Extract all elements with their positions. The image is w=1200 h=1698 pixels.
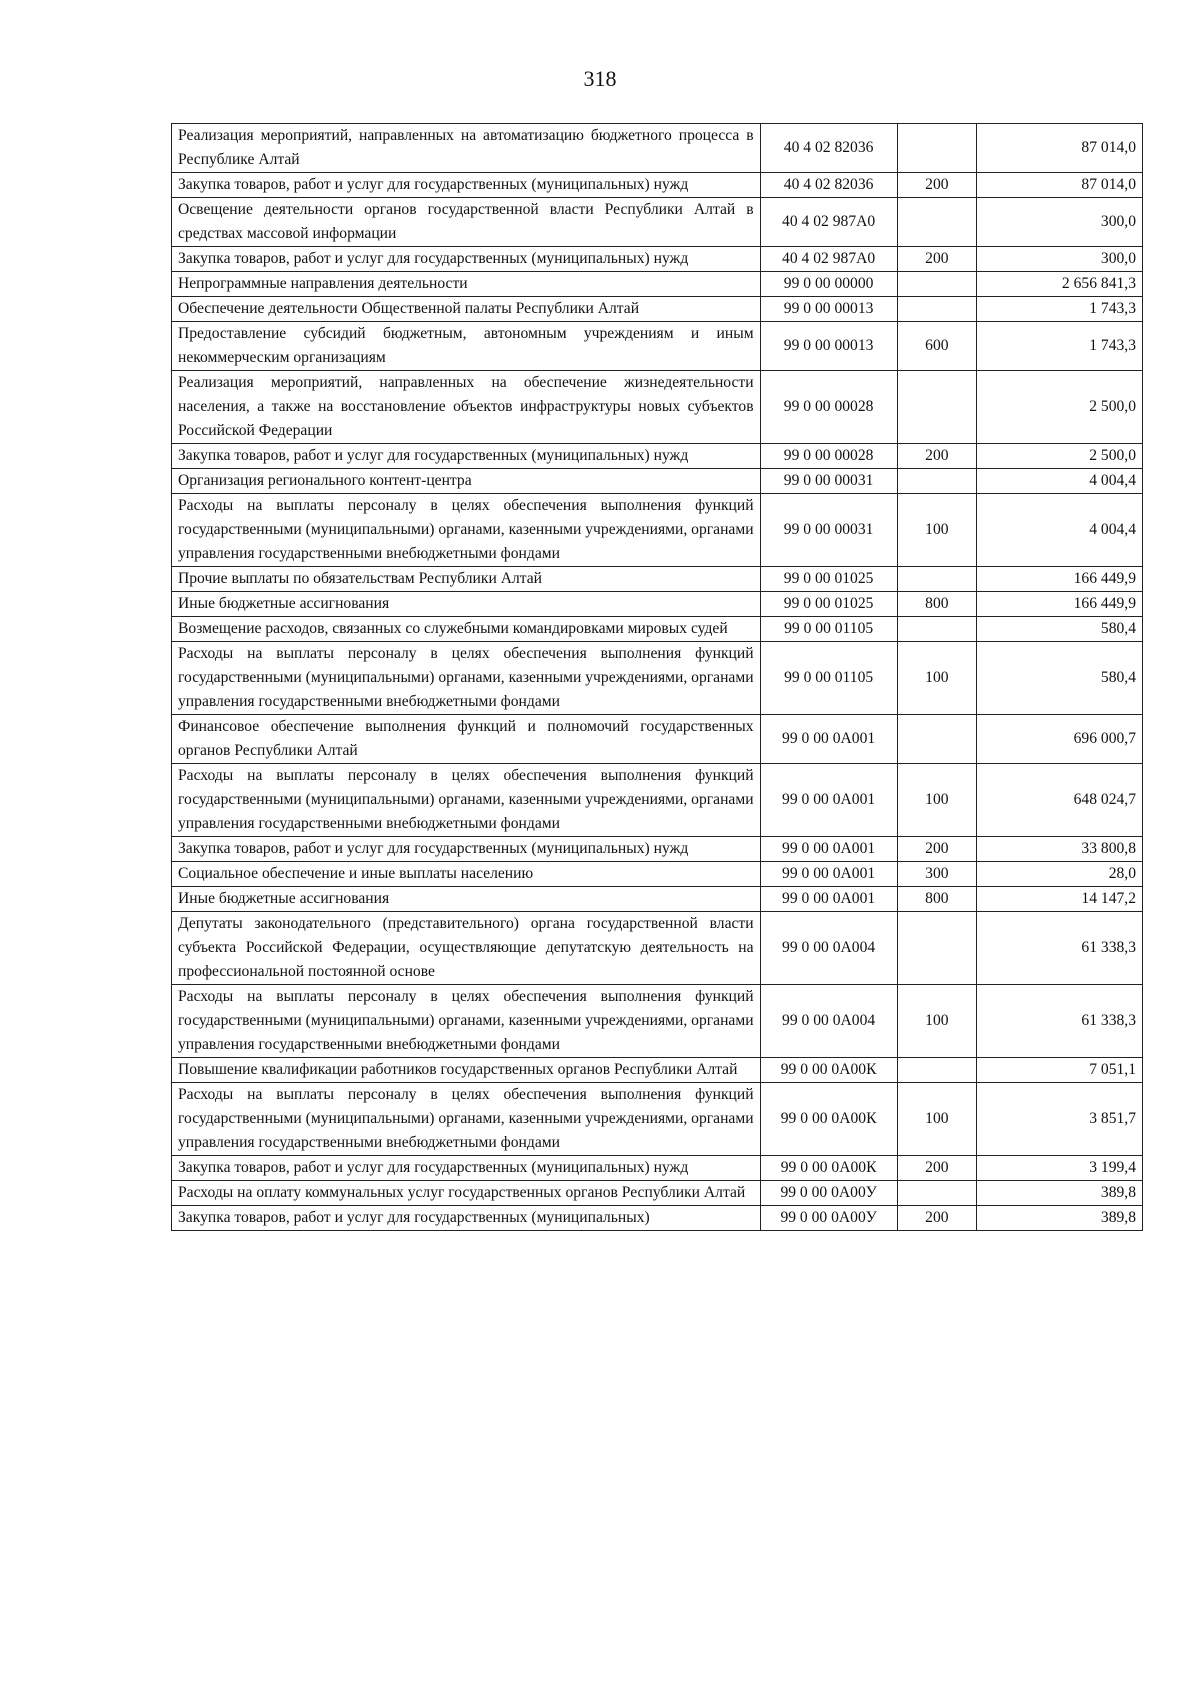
expense-name-cell: Обеспечение деятельности Общественной палаты Республики Алтай	[172, 297, 761, 322]
expense-type-code-cell: 800	[897, 887, 976, 912]
expense-name-cell: Освещение деятельности органов государственной власти Республики Алтай в средствах массовой информации	[172, 198, 761, 247]
target-article-code-cell: 99 0 00 01105	[760, 642, 897, 715]
amount-cell: 61 338,3	[977, 912, 1143, 985]
amount-cell: 3 851,7	[977, 1083, 1143, 1156]
table-row	[172, 173, 1143, 198]
expense-type-code-cell: 100	[897, 764, 976, 837]
target-article-code-cell: 99 0 00 0А00К	[760, 1083, 897, 1156]
table-row	[172, 247, 1143, 272]
target-article-code-cell: 99 0 00 0А001	[760, 715, 897, 764]
expense-type-code-cell	[897, 1058, 976, 1083]
amount-cell: 580,4	[977, 617, 1143, 642]
amount-cell: 2 500,0	[977, 444, 1143, 469]
amount-cell: 2 500,0	[977, 371, 1143, 444]
expense-name-cell: Возмещение расходов, связанных со служебными командировками мировых судей	[172, 617, 761, 642]
expense-name-cell: Закупка товаров, работ и услуг для государственных (муниципальных) нужд	[172, 173, 761, 198]
expense-name-cell: Расходы на выплаты персоналу в целях обеспечения выполнения функций государственными (муниципальными) органами, казенными учреждениями, органами управления государственными внебюджетными фондами	[172, 642, 761, 715]
amount-cell: 7 051,1	[977, 1058, 1143, 1083]
table-row	[172, 567, 1143, 592]
amount-cell: 166 449,9	[977, 567, 1143, 592]
target-article-code-cell: 99 0 00 00028	[760, 444, 897, 469]
table-row	[172, 1156, 1143, 1181]
expense-type-code-cell: 100	[897, 1083, 976, 1156]
table-row	[172, 1181, 1143, 1206]
target-article-code-cell: 40 4 02 987А0	[760, 247, 897, 272]
amount-cell: 87 014,0	[977, 124, 1143, 173]
table-row	[172, 985, 1143, 1058]
amount-cell: 4 004,4	[977, 494, 1143, 567]
amount-cell: 300,0	[977, 198, 1143, 247]
amount-cell: 4 004,4	[977, 469, 1143, 494]
expense-name-cell: Иные бюджетные ассигнования	[172, 887, 761, 912]
table-row	[172, 198, 1143, 247]
target-article-code-cell: 99 0 00 0А00У	[760, 1181, 897, 1206]
table-row	[172, 322, 1143, 371]
table-row	[172, 494, 1143, 567]
target-article-code-cell: 40 4 02 987А0	[760, 198, 897, 247]
table-row	[172, 1058, 1143, 1083]
table-row	[172, 837, 1143, 862]
expense-name-cell: Закупка товаров, работ и услуг для государственных (муниципальных) нужд	[172, 247, 761, 272]
target-article-code-cell: 99 0 00 00031	[760, 494, 897, 567]
expense-type-code-cell: 200	[897, 247, 976, 272]
amount-cell: 61 338,3	[977, 985, 1143, 1058]
table-row	[172, 912, 1143, 985]
expense-type-code-cell: 200	[897, 444, 976, 469]
amount-cell: 87 014,0	[977, 173, 1143, 198]
table-row	[172, 862, 1143, 887]
target-article-code-cell: 40 4 02 82036	[760, 124, 897, 173]
target-article-code-cell: 40 4 02 82036	[760, 173, 897, 198]
expense-name-cell: Расходы на выплаты персоналу в целях обеспечения выполнения функций государственными (муниципальными) органами, казенными учреждениями, органами управления государственными внебюджетными фондами	[172, 764, 761, 837]
table-row	[172, 715, 1143, 764]
expense-type-code-cell	[897, 617, 976, 642]
target-article-code-cell: 99 0 00 01025	[760, 592, 897, 617]
table-row	[172, 764, 1143, 837]
expense-type-code-cell	[897, 371, 976, 444]
target-article-code-cell: 99 0 00 0А00У	[760, 1206, 897, 1231]
target-article-code-cell: 99 0 00 01105	[760, 617, 897, 642]
amount-cell: 28,0	[977, 862, 1143, 887]
expense-type-code-cell	[897, 1181, 976, 1206]
target-article-code-cell: 99 0 00 00031	[760, 469, 897, 494]
expense-type-code-cell: 100	[897, 642, 976, 715]
expense-name-cell: Расходы на выплаты персоналу в целях обеспечения выполнения функций государственными (муниципальными) органами, казенными учреждениями, органами управления государственными внебюджетными фондами	[172, 985, 761, 1058]
expense-name-cell: Организация регионального контент-центра	[172, 469, 761, 494]
table-row	[172, 469, 1143, 494]
expense-type-code-cell	[897, 912, 976, 985]
target-article-code-cell: 99 0 00 0А001	[760, 862, 897, 887]
expense-name-cell: Расходы на оплату коммунальных услуг государственных органов Республики Алтай	[172, 1181, 761, 1206]
amount-cell: 300,0	[977, 247, 1143, 272]
expense-name-cell: Социальное обеспечение и иные выплаты населению	[172, 862, 761, 887]
target-article-code-cell: 99 0 00 00013	[760, 297, 897, 322]
expense-type-code-cell	[897, 469, 976, 494]
table-row	[172, 124, 1143, 173]
expense-name-cell: Закупка товаров, работ и услуг для государственных (муниципальных) нужд	[172, 1156, 761, 1181]
expense-name-cell: Реализация мероприятий, направленных на обеспечение жизнедеятельности населения, а также на восстановление объектов инфраструктуры новых субъектов Российской Федерации	[172, 371, 761, 444]
table-row	[172, 1206, 1143, 1231]
table-row	[172, 592, 1143, 617]
expense-name-cell: Финансовое обеспечение выполнения функций и полномочий государственных органов Республики Алтай	[172, 715, 761, 764]
amount-cell: 389,8	[977, 1181, 1143, 1206]
target-article-code-cell: 99 0 00 00000	[760, 272, 897, 297]
budget-table	[171, 123, 1143, 1231]
expense-type-code-cell: 200	[897, 173, 976, 198]
expense-type-code-cell: 100	[897, 985, 976, 1058]
expense-name-cell: Закупка товаров, работ и услуг для государственных (муниципальных) нужд	[172, 837, 761, 862]
expense-type-code-cell	[897, 715, 976, 764]
target-article-code-cell: 99 0 00 0А001	[760, 764, 897, 837]
expense-name-cell: Расходы на выплаты персоналу в целях обеспечения выполнения функций государственными (муниципальными) органами, казенными учреждениями, органами управления государственными внебюджетными фондами	[172, 494, 761, 567]
expense-name-cell: Реализация мероприятий, направленных на автоматизацию бюджетного процесса в Республике Алтай	[172, 124, 761, 173]
amount-cell: 166 449,9	[977, 592, 1143, 617]
expense-type-code-cell	[897, 124, 976, 173]
target-article-code-cell: 99 0 00 0А00К	[760, 1058, 897, 1083]
table-row	[172, 272, 1143, 297]
target-article-code-cell: 99 0 00 00013	[760, 322, 897, 371]
expense-type-code-cell: 600	[897, 322, 976, 371]
table-row	[172, 444, 1143, 469]
budget-table-body	[172, 124, 1143, 1231]
expense-name-cell: Прочие выплаты по обязательствам Республики Алтай	[172, 567, 761, 592]
expense-name-cell: Закупка товаров, работ и услуг для государственных (муниципальных)	[172, 1206, 761, 1231]
table-row	[172, 297, 1143, 322]
target-article-code-cell: 99 0 00 0А00К	[760, 1156, 897, 1181]
expense-type-code-cell: 200	[897, 1156, 976, 1181]
expense-type-code-cell	[897, 567, 976, 592]
amount-cell: 33 800,8	[977, 837, 1143, 862]
expense-type-code-cell: 200	[897, 1206, 976, 1231]
amount-cell: 3 199,4	[977, 1156, 1143, 1181]
expense-type-code-cell	[897, 297, 976, 322]
table-row	[172, 1083, 1143, 1156]
table-row	[172, 887, 1143, 912]
amount-cell: 696 000,7	[977, 715, 1143, 764]
expense-type-code-cell	[897, 198, 976, 247]
amount-cell: 389,8	[977, 1206, 1143, 1231]
table-row	[172, 371, 1143, 444]
target-article-code-cell: 99 0 00 0А004	[760, 985, 897, 1058]
expense-type-code-cell: 100	[897, 494, 976, 567]
amount-cell: 1 743,3	[977, 297, 1143, 322]
target-article-code-cell: 99 0 00 0А001	[760, 837, 897, 862]
amount-cell: 1 743,3	[977, 322, 1143, 371]
expense-name-cell: Предоставление субсидий бюджетным, автономным учреждениям и иным некоммерческим организациям	[172, 322, 761, 371]
amount-cell: 648 024,7	[977, 764, 1143, 837]
table-row	[172, 617, 1143, 642]
expense-name-cell: Иные бюджетные ассигнования	[172, 592, 761, 617]
expense-name-cell: Депутаты законодательного (представительного) органа государственной власти субъекта Российской Федерации, осуществляющие депутатскую деятельность на профессиональной постоянной основе	[172, 912, 761, 985]
amount-cell: 14 147,2	[977, 887, 1143, 912]
amount-cell: 2 656 841,3	[977, 272, 1143, 297]
target-article-code-cell: 99 0 00 01025	[760, 567, 897, 592]
page-number: 318	[583, 66, 617, 91]
expense-type-code-cell: 200	[897, 837, 976, 862]
target-article-code-cell: 99 0 00 0А004	[760, 912, 897, 985]
expense-name-cell: Расходы на выплаты персоналу в целях обеспечения выполнения функций государственными (муниципальными) органами, казенными учреждениями, органами управления государственными внебюджетными фондами	[172, 1083, 761, 1156]
expense-type-code-cell: 300	[897, 862, 976, 887]
expense-name-cell: Повышение квалификации работников государственных органов Республики Алтай	[172, 1058, 761, 1083]
expense-name-cell: Закупка товаров, работ и услуг для государственных (муниципальных) нужд	[172, 444, 761, 469]
expense-name-cell: Непрограммные направления деятельности	[172, 272, 761, 297]
expense-type-code-cell	[897, 272, 976, 297]
expense-type-code-cell: 800	[897, 592, 976, 617]
target-article-code-cell: 99 0 00 0А001	[760, 887, 897, 912]
table-row	[172, 642, 1143, 715]
amount-cell: 580,4	[977, 642, 1143, 715]
target-article-code-cell: 99 0 00 00028	[760, 371, 897, 444]
